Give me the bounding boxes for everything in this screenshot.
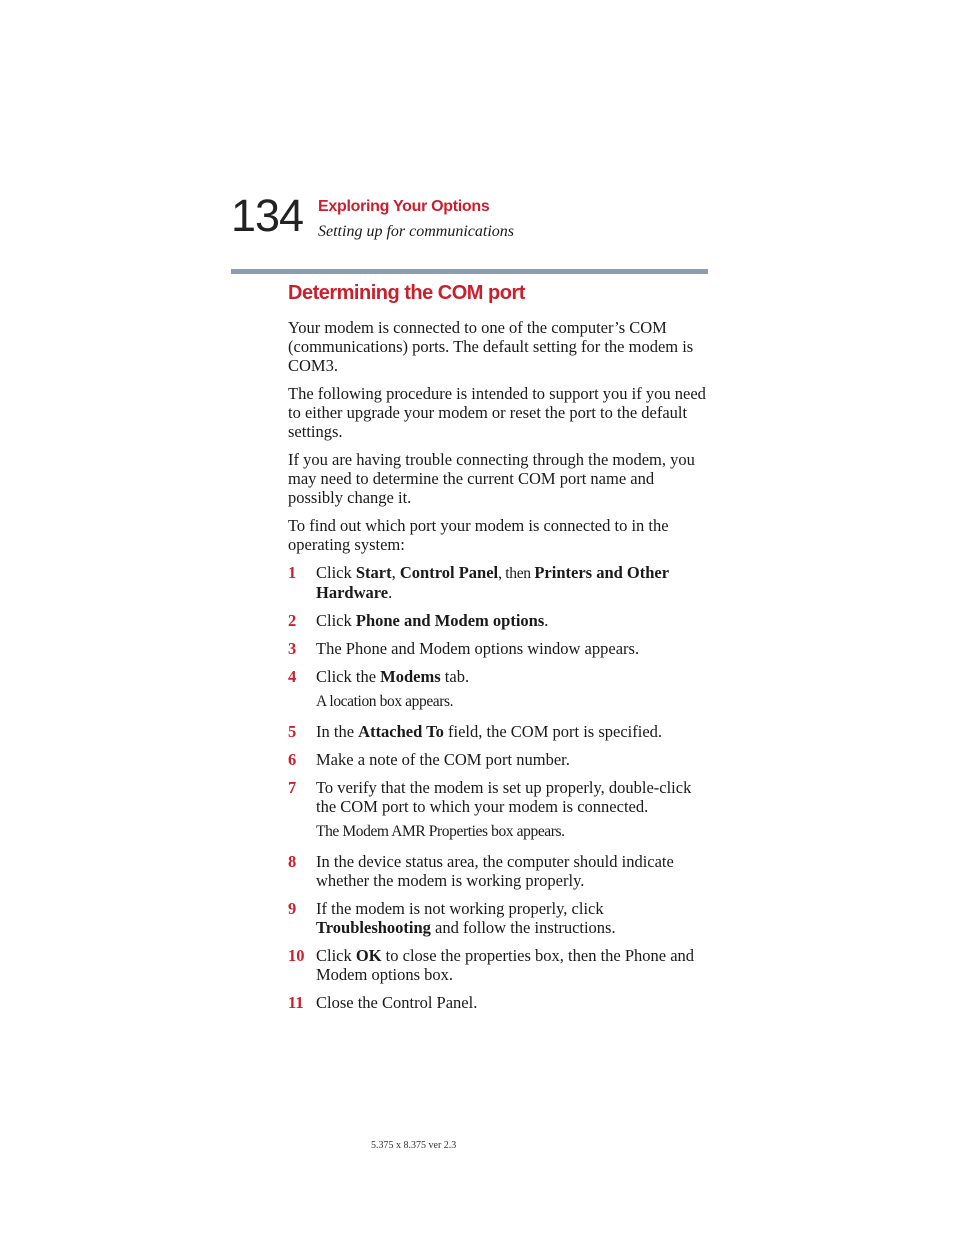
print-spec-footer: 5.375 x 8.375 ver 2.3 <box>371 1140 457 1151</box>
step-number: 5 <box>288 722 297 741</box>
section-heading: Determining the COM port <box>288 282 525 304</box>
step-note: A location box appears. <box>316 693 454 710</box>
paragraph: If you are having trouble connecting through the modem, you may need to determine the current COM port name and possibly change it. <box>288 450 695 507</box>
chapter-subtitle: Setting up for communications <box>318 223 514 240</box>
step-9 <box>288 899 708 937</box>
step-text: Close the Control Panel. <box>316 993 478 1012</box>
paragraph: Your modem is connected to one of the computer’s COM (communications) ports. The default setting for the modem is COM3. <box>288 318 694 375</box>
step-bold-term: Control Panel <box>399 563 499 582</box>
step-text: If the modem is not working properly, click <box>316 899 604 918</box>
step-number: 3 <box>288 639 297 658</box>
step-bold-term: Troubleshooting <box>316 918 431 937</box>
step-4 <box>288 667 708 711</box>
paragraph: To find out which port your modem is connected to in the operating system: <box>288 516 669 554</box>
step-text: and follow the instructions. <box>430 918 616 937</box>
step-2 <box>288 611 708 630</box>
step-text: . <box>544 611 549 630</box>
step-text: In the device status area, the computer should indicate whether the modem is working properly. <box>316 852 674 890</box>
step-number: 4 <box>288 667 297 686</box>
step-text: Click <box>316 563 356 582</box>
step-text: Make a note of the COM port number. <box>316 750 570 769</box>
step-bold-term: OK <box>355 946 382 965</box>
step-text: The Phone and Modem options window appears. <box>316 639 640 658</box>
step-number: 1 <box>288 563 297 582</box>
step-bold-term: Attached To <box>358 722 444 741</box>
step-bold-term: Start <box>355 563 392 582</box>
body-content <box>288 318 708 1021</box>
step-bold-term: Modems <box>380 667 441 686</box>
step-text: , then <box>498 565 535 582</box>
step-number: 9 <box>288 899 297 918</box>
header-divider <box>231 269 708 274</box>
step-text: In the <box>316 722 359 741</box>
step-text: To verify that the modem is set up properly, double-click the COM port to which your modem is connected. <box>316 778 692 816</box>
step-8 <box>288 852 708 890</box>
step-note: The Modem AMR Properties box appears. <box>316 823 565 840</box>
step-10 <box>288 946 708 984</box>
step-3 <box>288 639 708 658</box>
step-number: 6 <box>288 750 297 769</box>
step-text: , <box>391 563 400 582</box>
step-number: 7 <box>288 778 297 797</box>
step-text: Click <box>316 611 356 630</box>
step-bold-term: Printers and Other Hardware <box>316 563 669 602</box>
chapter-title: Exploring Your Options <box>318 198 490 215</box>
step-number: 10 <box>288 946 305 965</box>
step-text: field, the COM port is specified. <box>443 722 663 741</box>
step-1 <box>288 563 708 602</box>
step-text: . <box>388 583 393 602</box>
step-text: to close the properties box, then the Phone and Modem options box. <box>316 946 695 984</box>
step-number: 11 <box>288 993 304 1012</box>
step-text: Click the <box>316 667 381 686</box>
step-bold-term: Phone and Modem options <box>355 611 545 630</box>
step-number: 2 <box>288 611 297 630</box>
step-11 <box>288 993 708 1012</box>
step-number: 8 <box>288 852 297 871</box>
step-5 <box>288 722 708 741</box>
step-6 <box>288 750 708 769</box>
step-text: Click <box>316 946 356 965</box>
paragraph: The following procedure is intended to support you if you need to either upgrade your modem or reset the port to the default settings. <box>288 384 706 441</box>
step-7 <box>288 778 708 841</box>
page-number: 134 <box>231 190 304 241</box>
procedure-steps <box>288 563 708 1012</box>
step-text: tab. <box>440 667 470 686</box>
